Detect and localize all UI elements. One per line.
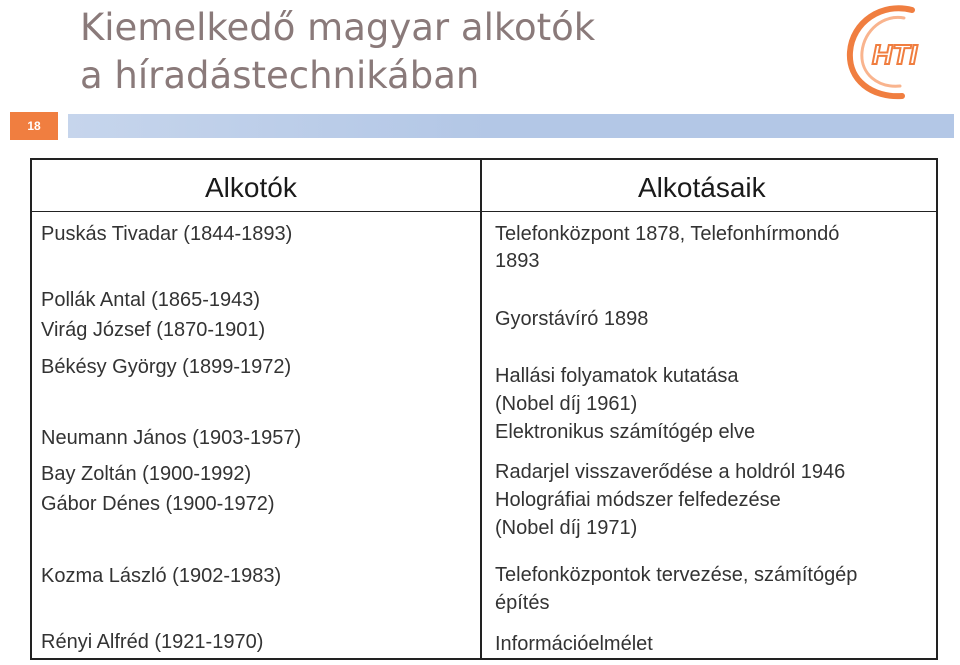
work-row: Telefonközpont 1878, Telefonhírmondó	[495, 223, 840, 245]
work-row: Információelmélet	[495, 633, 653, 655]
inventor-row: Neumann János (1903-1957)	[41, 427, 302, 449]
inventor-row: Virág József (1870-1901)	[41, 319, 266, 341]
work-row: építés	[495, 592, 550, 614]
work-row: Holográfiai módszer felfedezése	[495, 489, 781, 511]
slide-title-line-2: a híradástechnikában	[80, 54, 480, 97]
inventor-row: Pollák Antal (1865-1943)	[41, 289, 261, 311]
work-row: (Nobel díj 1971)	[495, 517, 638, 539]
slide-title	[80, 4, 595, 100]
work-row: Radarjel visszaverődése a holdról 1946	[495, 461, 846, 483]
header-bar-gradient	[68, 114, 488, 138]
header-works: Alkotásaik	[638, 172, 766, 203]
work-row: 1893	[495, 250, 540, 272]
work-row: (Nobel díj 1961)	[495, 393, 638, 415]
inventor-row: Békésy György (1899-1972)	[41, 356, 292, 378]
inventor-row: Kozma László (1902-1983)	[41, 565, 282, 587]
header-divider	[30, 211, 938, 212]
slide-number: 18	[10, 112, 58, 140]
header-inventors: Alkotók	[205, 172, 297, 203]
inventor-row: Bay Zoltán (1900-1992)	[41, 463, 252, 485]
work-row: Telefonközpontok tervezése, számítógép	[495, 564, 858, 586]
work-row: Hallási folyamatok kutatása	[495, 365, 739, 387]
inventor-row: Rényi Alfréd (1921-1970)	[41, 631, 264, 653]
slide-title-line-1: Kiemelkedő magyar alkotók	[80, 6, 596, 49]
hti-logo-icon	[842, 2, 934, 102]
inventor-row: Puskás Tivadar (1844-1893)	[41, 223, 293, 245]
work-row: Elektronikus számítógép elve	[495, 421, 756, 443]
column-divider	[480, 158, 482, 660]
work-row: Gyorstávíró 1898	[495, 308, 649, 330]
logo-text: HTI	[872, 39, 918, 70]
inventor-row: Gábor Dénes (1900-1972)	[41, 493, 275, 515]
